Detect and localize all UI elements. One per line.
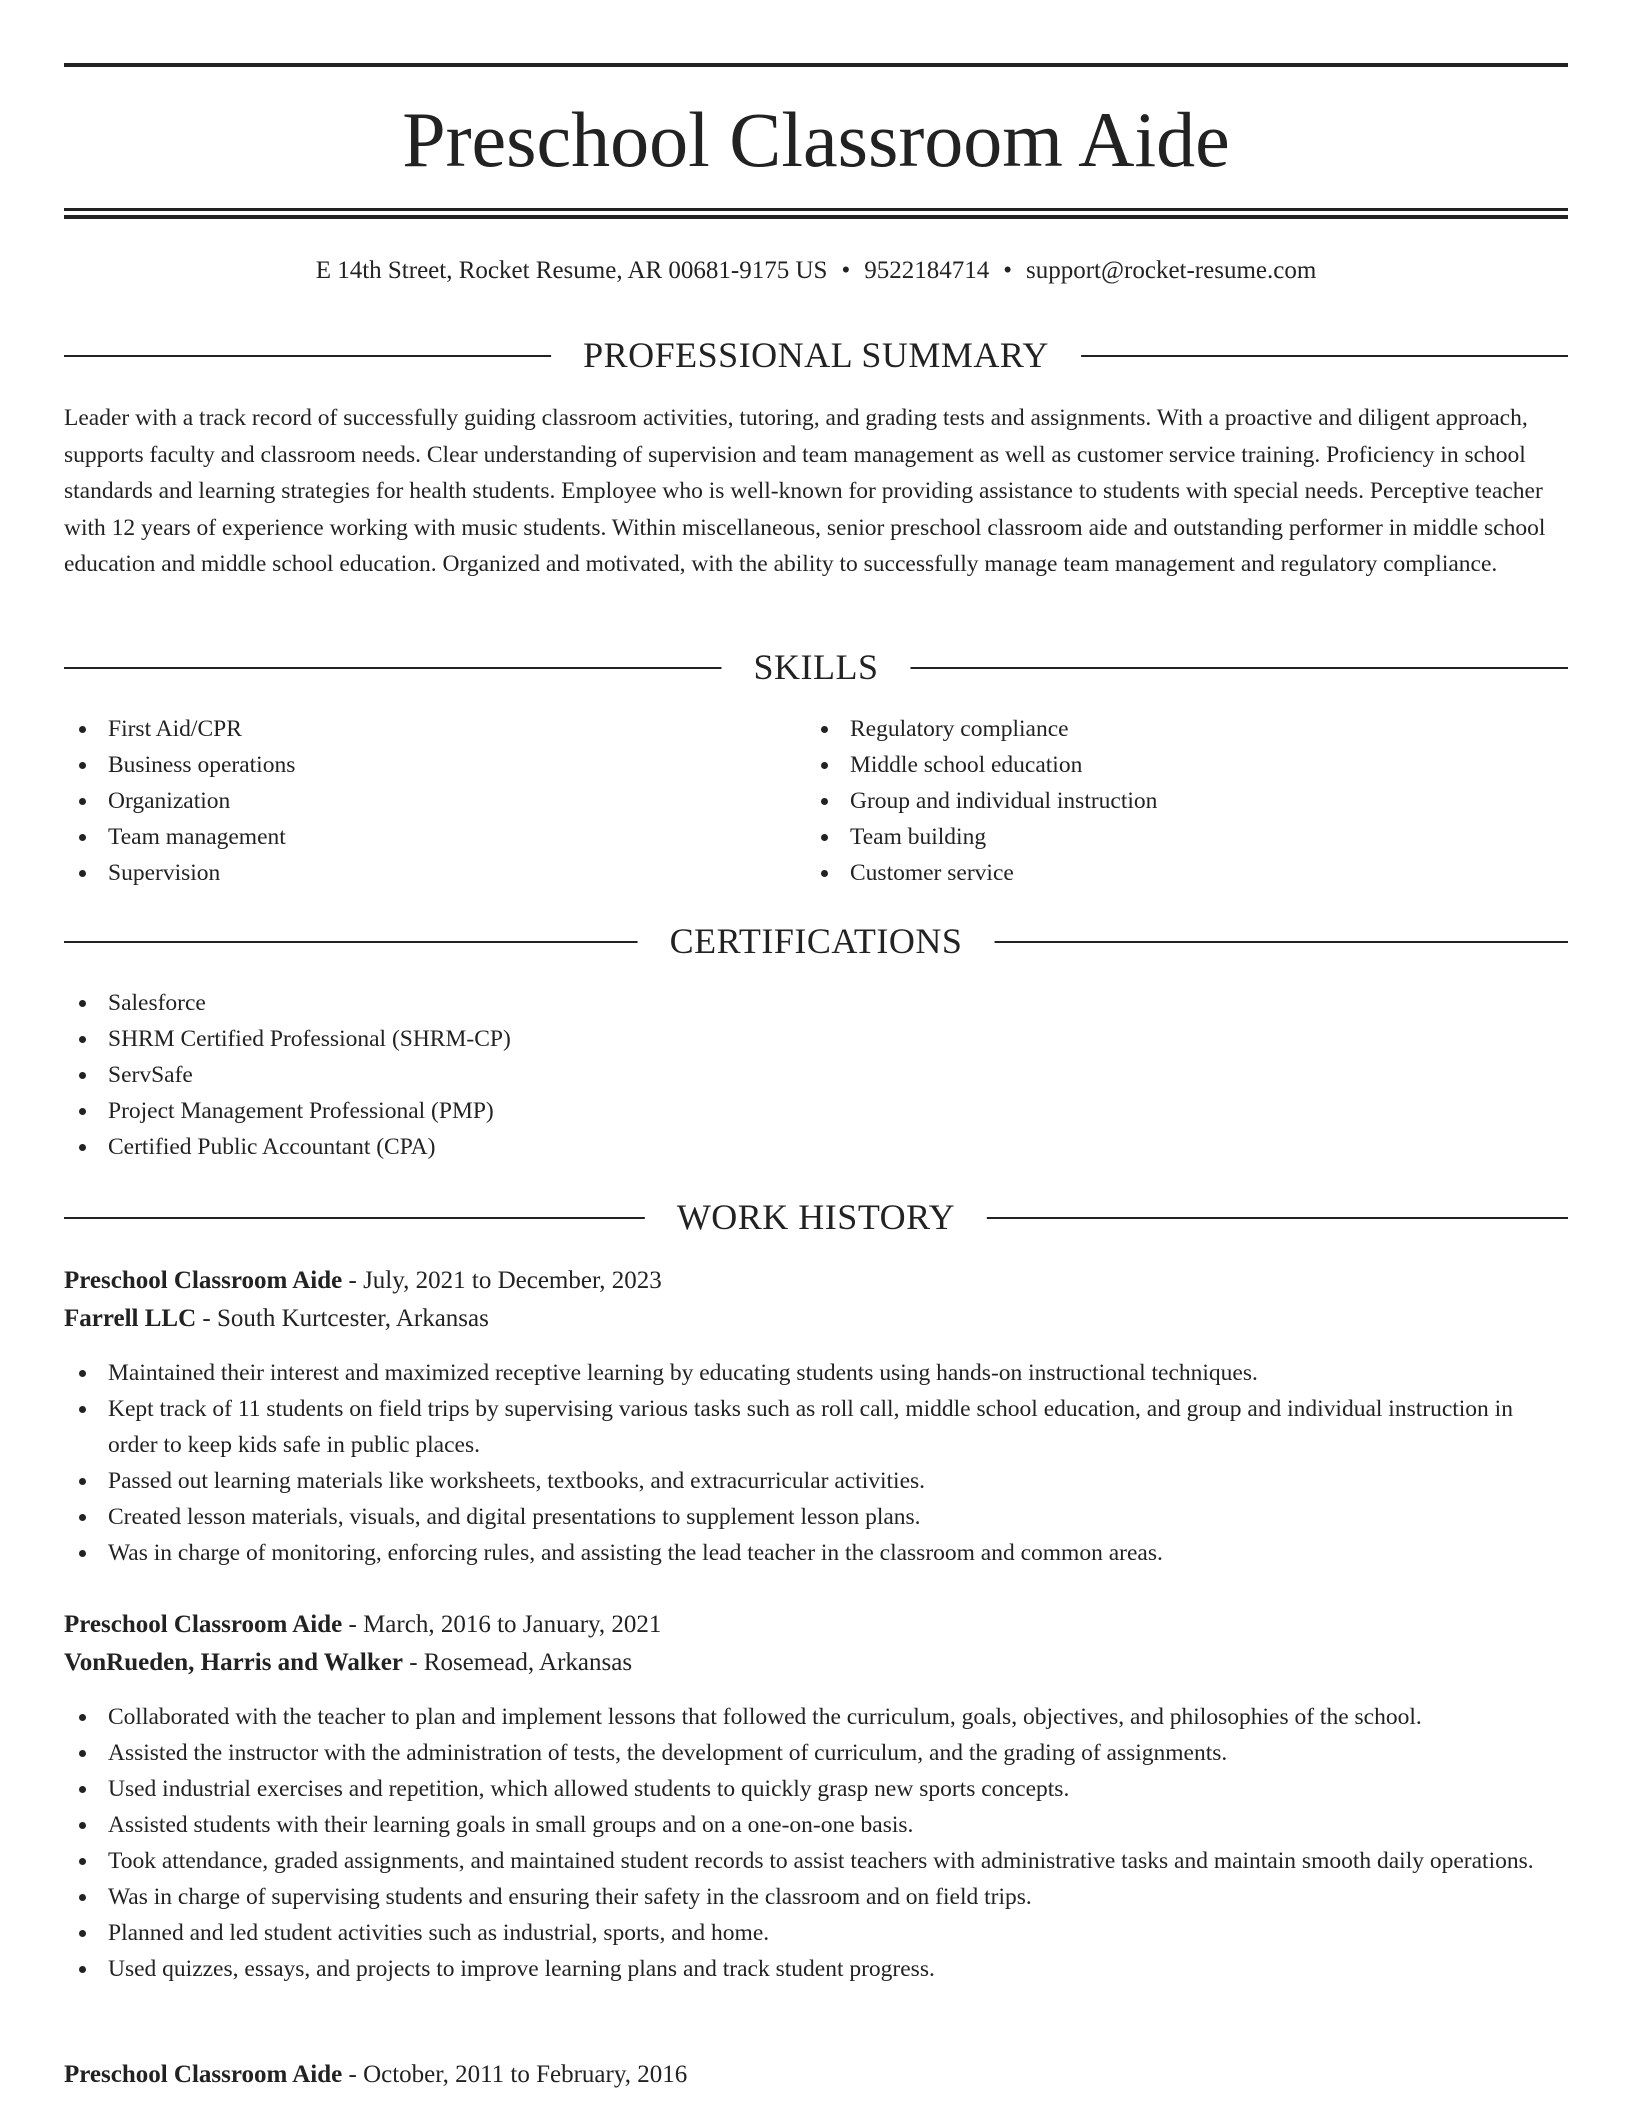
job-dates: - July, 2021 to December, 2023 xyxy=(342,1267,662,1294)
skill-item: Supervision xyxy=(64,855,764,891)
job-bullet: Assisted students with their learning goals in small groups and on a one-on-one basis. xyxy=(64,1807,1568,1843)
certification-item: Certified Public Accountant (CPA) xyxy=(64,1129,1568,1165)
contact-address: E 14th Street, Rocket Resume, AR 00681-9175 US xyxy=(315,257,828,284)
job-title-line xyxy=(64,1607,1568,1643)
job-title: Preschool Classroom Aide xyxy=(64,1267,343,1294)
job-bullet: Collaborated with the teacher to plan and implement lessons that followed the curriculum, goals, objectives, and philosophies of the school. xyxy=(64,1699,1568,1735)
contact-separator: • xyxy=(1003,257,1012,284)
section-title: SKILLS xyxy=(721,647,910,687)
certification-item: Project Management Professional (PMP) xyxy=(64,1093,1568,1129)
skill-item: Organization xyxy=(64,783,764,819)
skills-section-heading xyxy=(64,647,1568,687)
skill-item: Group and individual instruction xyxy=(806,783,1506,819)
contact-email: support@rocket-resume.com xyxy=(1026,257,1317,284)
job-location: - Rosemead, Arkansas xyxy=(402,1649,633,1676)
job-company: VonRueden, Harris and Walker xyxy=(64,1649,403,1676)
job-dates: - March, 2016 to January, 2021 xyxy=(342,1611,662,1638)
job-bullet: Used industrial exercises and repetition, which allowed students to quickly grasp new sports concepts. xyxy=(64,1771,1568,1807)
job-bullets xyxy=(64,1355,1568,1571)
job-title: Preschool Classroom Aide xyxy=(64,2061,343,2088)
job-bullet: Kept track of 11 students on field trips by supervising various tasks such as roll call, middle school education, and group and individual instruction in order to keep kids safe in public places. xyxy=(64,1391,1568,1463)
job-bullet: Planned and led student activities such as industrial, sports, and home. xyxy=(64,1915,1568,1951)
skill-item: Customer service xyxy=(806,855,1506,891)
job-bullet: Was in charge of monitoring, enforcing rules, and assisting the lead teacher in the classroom and common areas. xyxy=(64,1535,1568,1571)
job-title: Preschool Classroom Aide xyxy=(64,1611,343,1638)
job-title-line xyxy=(64,1263,1568,1299)
job-bullet: Used quizzes, essays, and projects to improve learning plans and track student progress. xyxy=(64,1951,1568,1987)
skills-list-right xyxy=(806,711,1506,891)
job-bullet: Created lesson materials, visuals, and digital presentations to supplement lesson plans. xyxy=(64,1499,1568,1535)
contact-phone: 9522184714 xyxy=(864,257,990,284)
skills-list-left xyxy=(64,711,764,891)
job-company-line xyxy=(64,1645,1568,1681)
job-company-line xyxy=(64,1301,1568,1337)
job-company: Farrell LLC xyxy=(64,1305,197,1332)
job-bullets xyxy=(64,1699,1568,1987)
section-title: PROFESSIONAL SUMMARY xyxy=(551,335,1081,375)
skill-item: Team management xyxy=(64,819,764,855)
skill-item: Middle school education xyxy=(806,747,1506,783)
resume-name: Preschool Classroom Aide xyxy=(402,96,1230,183)
section-title: WORK HISTORY xyxy=(645,1197,987,1237)
job-bullet: Took attendance, graded assignments, and maintained student records to assist teachers with administrative tasks and maintain smooth daily operations. xyxy=(64,1843,1568,1879)
header-top-rule xyxy=(64,63,1568,67)
job-dates: - October, 2011 to February, 2016 xyxy=(342,2061,688,2088)
summary-section-heading xyxy=(64,335,1568,375)
certifications-list xyxy=(64,985,1568,1165)
header-bottom-rule-2 xyxy=(64,215,1568,219)
section-title: CERTIFICATIONS xyxy=(638,921,995,961)
summary-text: Leader with a track record of successfully guiding classroom activities, tutoring, and grading tests and assignments. With a proactive and diligent approach, supports faculty and classroom needs. Clear understanding of supervision and team management as well as customer service training. Proficiency in school standards and learning strategies for health students. Employee who is well-known for providing assistance to students with special needs. Perceptive teacher with 12 years of experience working with music students. Within miscellaneous, senior preschool classroom aide and outstanding performer in middle school education and middle school education. Organized and motivated, with the ability to successfully manage team management and regulatory compliance. xyxy=(64,405,1546,577)
contact-separator: • xyxy=(841,257,851,284)
job-bullet: Maintained their interest and maximized receptive learning by educating students using hands-on instructional techniques. xyxy=(64,1355,1568,1391)
job-bullet: Assisted the instructor with the administration of tests, the development of curriculum, and the grading of assignments. xyxy=(64,1735,1568,1771)
skill-item: First Aid/CPR xyxy=(64,711,764,747)
certifications-section-heading xyxy=(64,921,1568,961)
header-bottom-rule-1 xyxy=(64,208,1568,211)
certification-item: ServSafe xyxy=(64,1057,1568,1093)
contact-line xyxy=(64,254,1568,288)
job-bullet: Was in charge of supervising students and ensuring their safety in the classroom and on field trips. xyxy=(64,1879,1568,1915)
skill-item: Team building xyxy=(806,819,1506,855)
skill-item: Regulatory compliance xyxy=(806,711,1506,747)
job-title-line xyxy=(64,2057,1568,2093)
work-history-section-heading xyxy=(64,1197,1568,1237)
job-location: - South Kurtcester, Arkansas xyxy=(196,1305,489,1332)
certification-item: Salesforce xyxy=(64,985,1568,1021)
skill-item: Business operations xyxy=(64,747,764,783)
certification-item: SHRM Certified Professional (SHRM-CP) xyxy=(64,1021,1568,1057)
job-bullet: Passed out learning materials like worksheets, textbooks, and extracurricular activities. xyxy=(64,1463,1568,1499)
